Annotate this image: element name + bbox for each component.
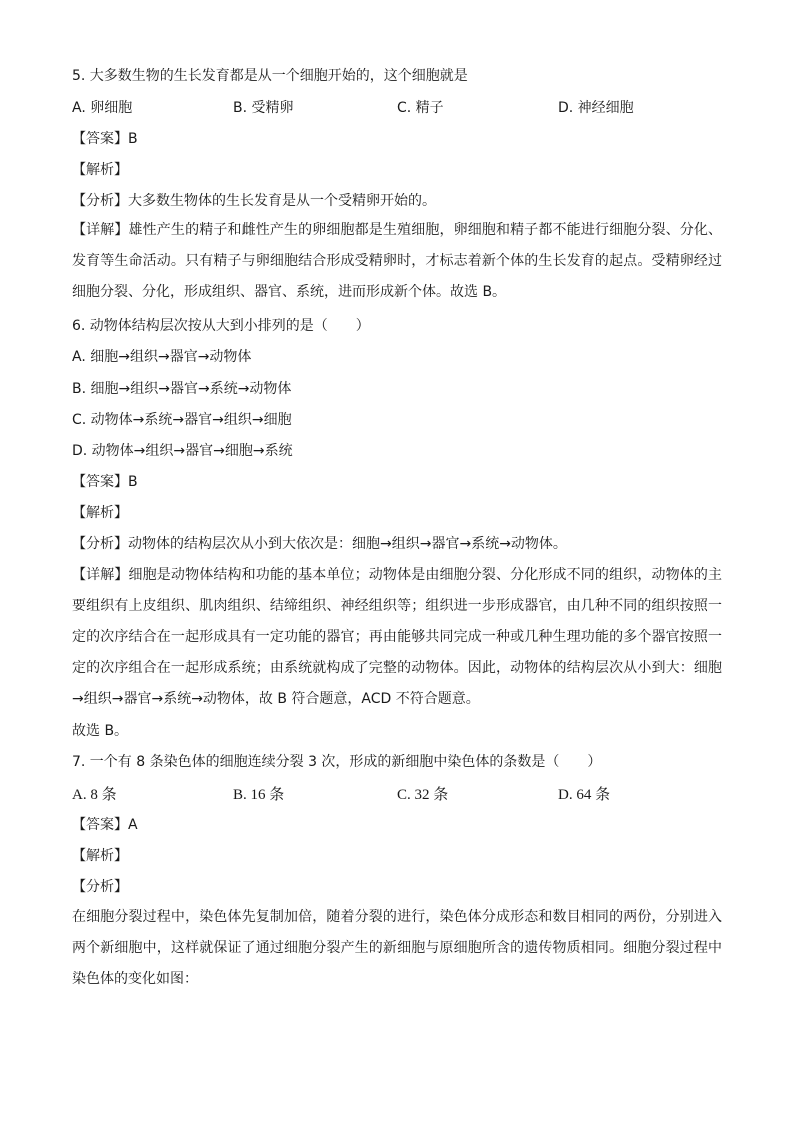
q7-option-b: B. 16 条 [233,787,285,803]
q6-xiangjie: 【详解】细胞是动物体结构和功能的基本单位；动物体是由细胞分裂、分化形成不同的组织，动物体的主要组织有上皮组织、肌肉组织、结缔组织、神经组织等；组织进一步形成器官，由几种不同的组织按照一定的次序结合在一起形成具有一定功能的器官；再由能够共同完成一种或几种生理功能的多个器官按照一定的次序组合在一起形成系统；由系统就构成了完整的动物体。因此，动物体的结构层次从小到大：细胞→组织→器官→系统→动物体，故 B 符合题意，ACD 不符合题意。 [72,567,722,707]
q6-answer: 【答案】B [72,474,138,490]
q5-xiangjie: 【详解】雄性产生的精子和雌性产生的卵细胞都是生殖细胞，卵细胞和精子都不能进行细胞分裂、分化、发育等生命活动。只有精子与卵细胞结合形成受精卵时，才标志着新个体的生长发育的起点。受精卵经过细胞分裂、分化，形成组织、器官、系统，进而形成新个体。故选 B。 [72,222,722,300]
q6-fenxi: 【分析】动物体的结构层次从小到大依次是：细胞→组织→器官→系统→动物体。 [72,536,567,552]
q5-fenxi: 【分析】大多数生物体的生长发育是从一个受精卵开始的。 [72,193,436,209]
q7-answer: 【答案】A [72,817,138,833]
q5-option-c: C. 精子 [397,100,444,116]
q5-option-a: A. 卵细胞 [72,100,133,116]
q6-option-d: D. 动物体→组织→器官→细胞→系统 [72,443,293,459]
q7-fenxi: 【分析】 [72,879,128,895]
q5-answer: 【答案】B [72,131,138,147]
q6-option-b: B. 细胞→组织→器官→系统→动物体 [72,381,292,397]
q5-jiexi: 【解析】 [72,162,128,178]
q6-question: 6. 动物体结构层次按从大到小排列的是（ ） [72,318,370,334]
q5-question: 5. 大多数生物的生长发育都是从一个细胞开始的，这个细胞就是 [72,68,468,84]
q7-jiexi: 【解析】 [72,848,128,864]
q7-option-d: D. 64 条 [558,787,611,803]
q6-option-a: A. 细胞→组织→器官→动物体 [72,349,252,365]
q7-body: 在细胞分裂过程中，染色体先复制加倍，随着分裂的进行，染色体分成形态和数目相同的两份，分别进入两个新细胞中，这样就保证了通过细胞分裂产生的新细胞与原细胞所含的遗传物质相同。细胞分裂过程中染色体的变化如图： [72,909,722,987]
q6-jiexi: 【解析】 [72,505,128,521]
q6-option-c: C. 动物体→系统→器官→组织→细胞 [72,412,292,428]
q7-option-a: A. 8 条 [72,787,117,803]
q5-option-b: B. 受精卵 [233,100,294,116]
q7-question: 7. 一个有 8 条染色体的细胞连续分裂 3 次，形成的新细胞中染色体的条数是（ ） [72,754,602,770]
q6-guxuan: 故选 B。 [72,723,129,739]
q5-option-d: D. 神经细胞 [558,100,634,116]
q7-option-c: C. 32 条 [397,787,449,803]
